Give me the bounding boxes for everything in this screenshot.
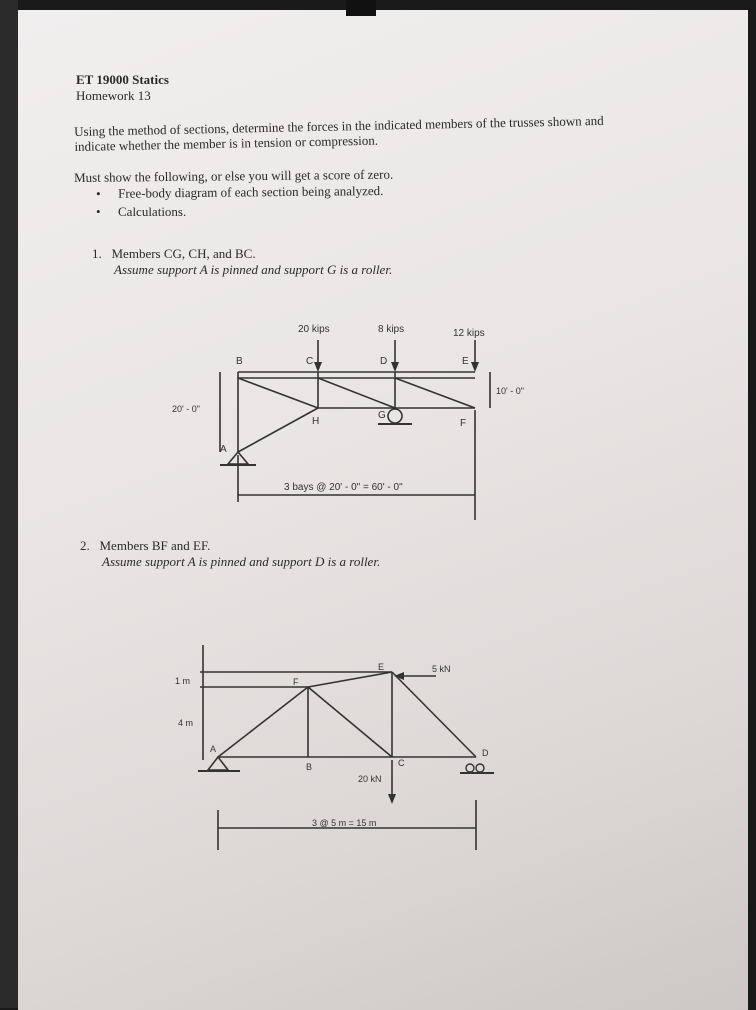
node-label: A [220,444,227,455]
bullet-icon: • [96,185,101,201]
roller-support-icon [466,764,474,772]
node-label: D [380,356,388,367]
node-label: D [482,748,489,758]
load-label: 5 kN [432,664,451,674]
problem-number: 2. [80,538,90,553]
bullet-text: Calculations. [118,204,187,219]
problem-members: Members CG, CH, and BC. [111,246,256,261]
problem-number: 1. [92,246,102,261]
dimension-label: 4 m [178,718,194,728]
load-label: 20 kN [358,774,382,784]
roller-support-icon [476,764,484,772]
node-label: B [306,762,313,772]
dimension-label: 1 m [175,676,191,686]
problem-1-assumption: Assume support A is pinned and support G is a roller. [114,262,393,277]
dimension-label: 20' - 0" [172,404,200,414]
pin-support-icon [208,757,228,770]
node-label: H [312,416,320,427]
node-label: E [378,662,385,672]
assignment-title: Homework 13 [76,88,151,103]
dimension-label: 10' - 0" [496,386,524,396]
load-label: 12 kips [453,328,485,339]
bullet-text: Free-body diagram of each section being analyzed. [117,182,384,201]
dimension-label: 3 @ 5 m = 15 m [312,818,377,828]
course-title: ET 19000 Statics [76,72,169,87]
node-label: G [378,410,386,421]
load-label: 8 kips [378,324,405,335]
dimension-label: 3 bays @ 20' - 0" = 60' - 0" [284,482,403,493]
node-label: E [462,356,469,367]
bullet-icon: • [96,204,101,219]
node-label: C [306,356,314,367]
instructions-intro: Using the method of sections, determine the forces in the indicated members of the trusses shown and indicate whether the member is in tension or compression. [74,112,604,154]
node-label: A [210,744,217,754]
node-label: C [398,758,405,768]
must-show-text: Must show the following, or else you will get a score of zero. [74,166,394,185]
node-label: F [293,677,299,687]
load-label: 20 kips [298,324,330,335]
problem-members: Members BF and EF. [99,538,211,553]
node-label: F [460,418,467,429]
problem-2-assumption: Assume support A is pinned and support D is a roller. [102,554,381,569]
node-label: B [236,356,243,367]
